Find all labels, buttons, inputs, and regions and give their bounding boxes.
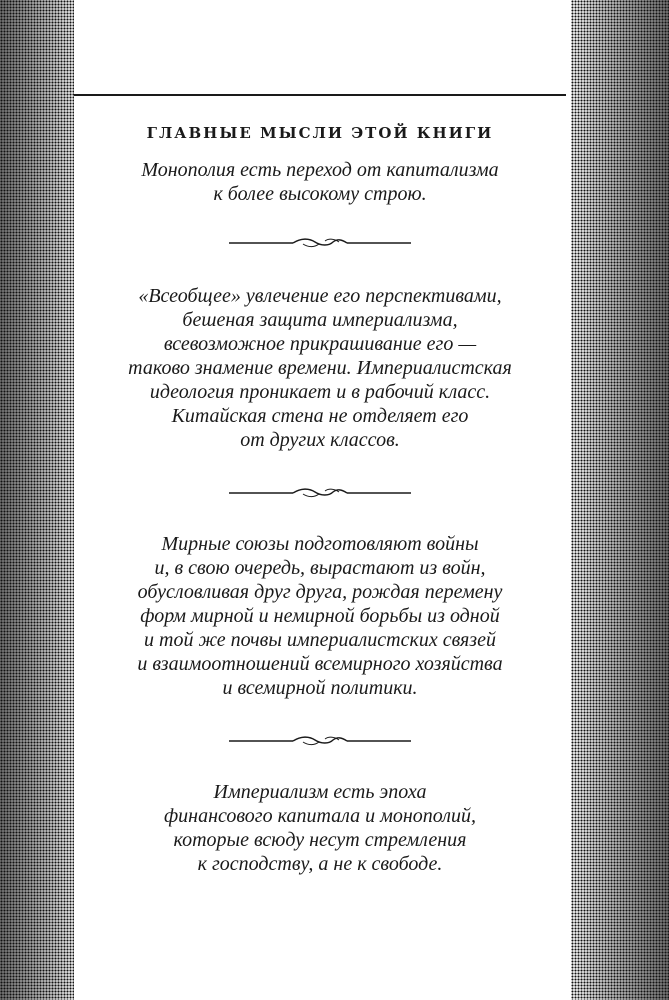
- paragraph-line: обусловливая друг друга, рождая перемену: [137, 581, 503, 603]
- top-rule: [74, 94, 566, 96]
- paragraph-line: Империализм есть эпоха: [213, 781, 427, 803]
- paragraph-line: и всемирной политики.: [222, 677, 418, 699]
- paragraph-line: идеология проникает и в рабочий класс.: [149, 381, 491, 403]
- paragraph-line: всевозможное прикрашивание его —: [163, 333, 477, 355]
- page-heading: ГЛАВНЫЕ МЫСЛИ ЭТОЙ КНИГИ: [146, 124, 494, 142]
- paragraph-line: Мирные союзы подготовляют войны: [161, 533, 479, 555]
- paragraph-line: к господству, а не к свободе.: [197, 853, 443, 875]
- paragraph-line: таково знамение времени. Империалистская: [128, 357, 512, 379]
- thought-paragraph-2: [74, 284, 566, 452]
- paragraph-line: от других классов.: [240, 429, 400, 451]
- thought-paragraph-4: [74, 780, 566, 876]
- paragraph-line: форм мирной и немирной борьбы из одной: [140, 605, 500, 627]
- paragraph-line: и взаимоотношений всемирного хозяйства: [137, 653, 503, 675]
- halftone-left-border: [0, 0, 80, 1000]
- book-page: [74, 0, 566, 1000]
- paragraph-line: бешеная защита империализма,: [182, 309, 458, 331]
- paragraph-line: и той же почвы империалистских связей: [144, 629, 496, 651]
- paragraph-line: «Всеобщее» увлечение его перспективами,: [138, 285, 502, 307]
- paragraph-line: Китайская стена не отделяет его: [171, 405, 469, 427]
- thought-paragraph-1: [74, 158, 566, 206]
- paragraph-line: Монополия есть переход от капитализма: [141, 159, 499, 181]
- paragraph-line: финансового капитала и монополий,: [163, 805, 477, 827]
- paragraph-line: к более высокому строю.: [213, 183, 427, 205]
- paragraph-line: и, в свою очередь, вырастают из войн,: [154, 557, 486, 579]
- paragraph-line: которые всюду несут стремления: [173, 829, 467, 851]
- flourish-divider-icon: [229, 236, 411, 250]
- thought-paragraph-3: [74, 532, 566, 700]
- flourish-divider-icon: [229, 486, 411, 500]
- flourish-divider-icon: [229, 734, 411, 748]
- halftone-right-border: [571, 0, 669, 1000]
